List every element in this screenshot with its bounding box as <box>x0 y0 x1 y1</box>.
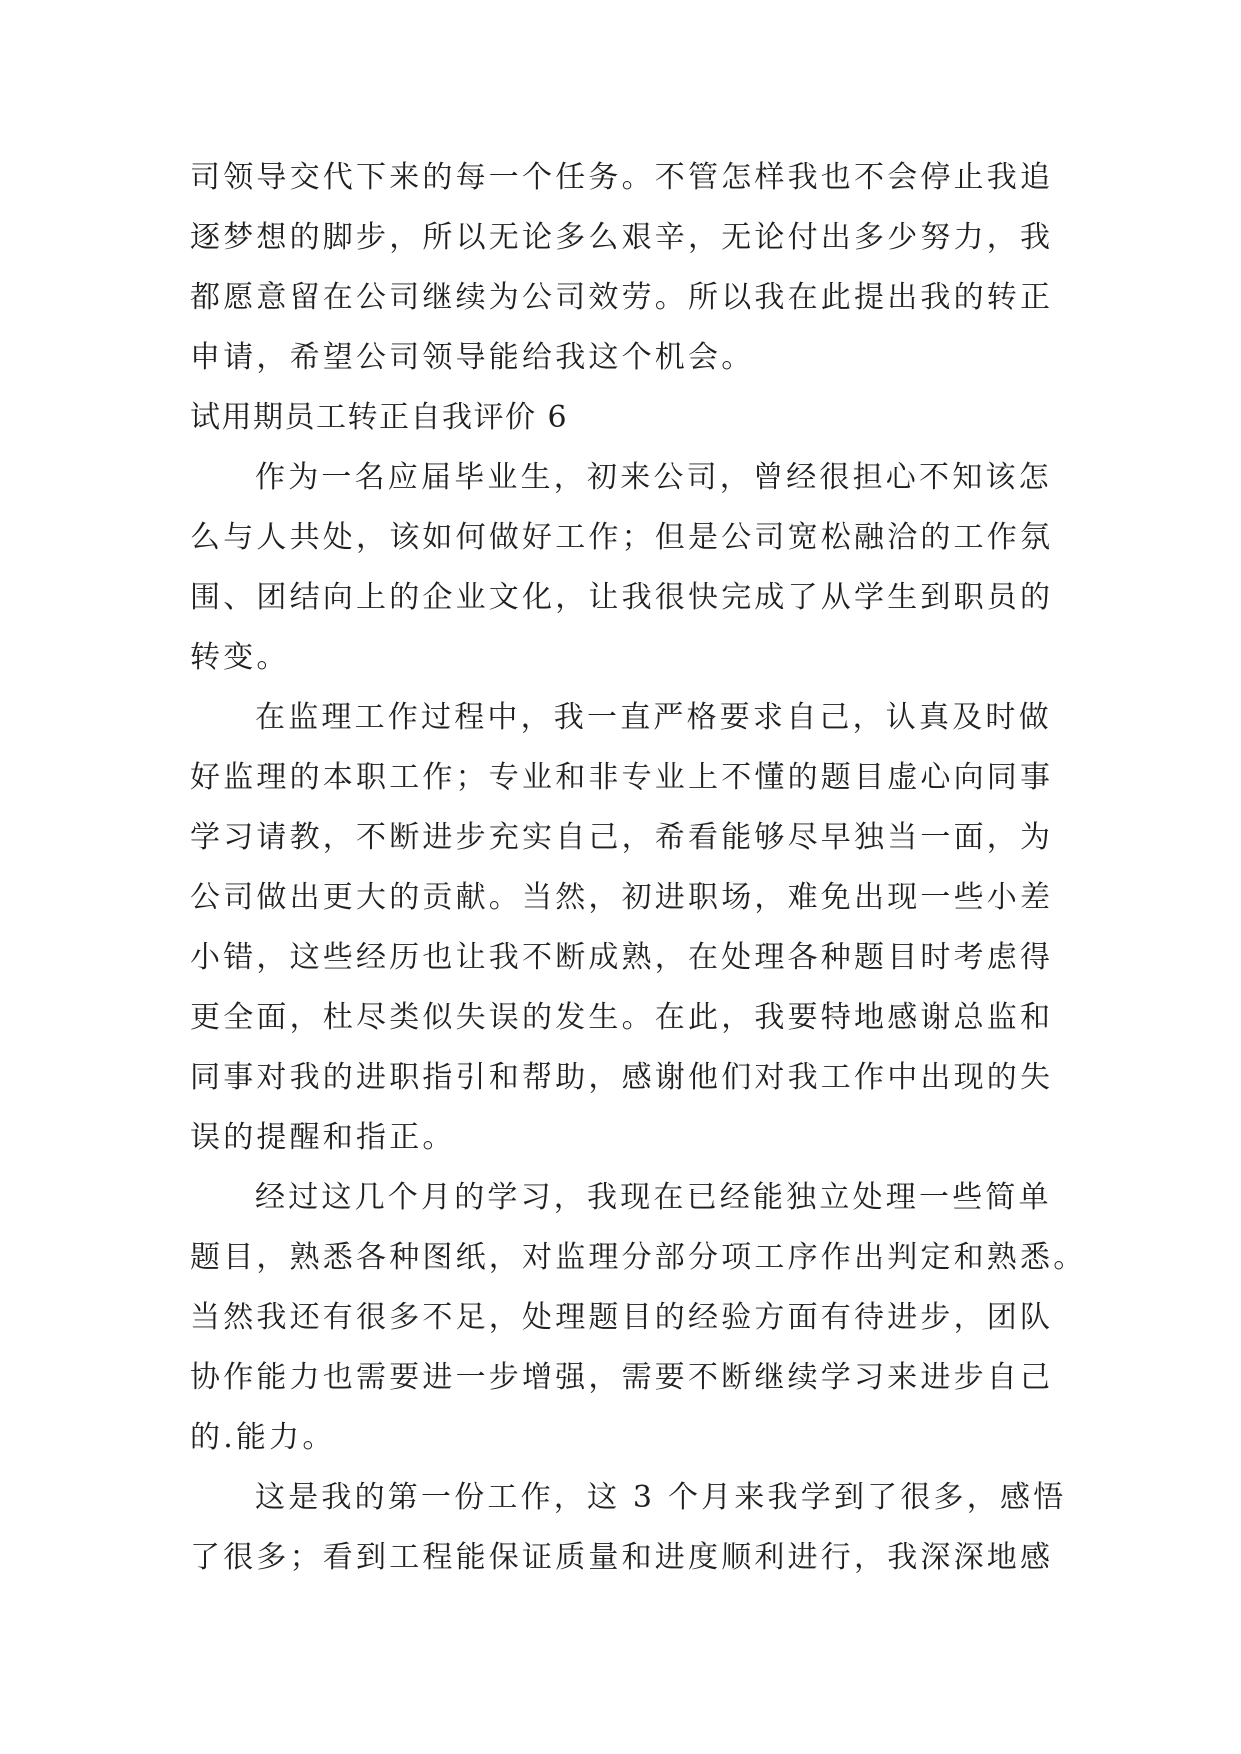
text-line: 公司做出更大的贡献。当然，初进职场，难免出现一些小差 <box>190 880 1054 915</box>
text-line: 申请，希望公司领导能给我这个机会。 <box>190 340 755 375</box>
text-line: 误的提醒和指正。 <box>190 1120 456 1155</box>
text-line: 么与人共处，该如何做好工作；但是公司宽松融洽的工作氛 <box>190 520 1054 555</box>
section-heading: 试用期员工转正自我评价 6 <box>190 400 569 435</box>
text-line: 好监理的本职工作；专业和非专业上不懂的题目虚心向同事 <box>190 760 1054 795</box>
text-line: 的.能力。 <box>190 1420 336 1455</box>
paragraph-first-line: 这是我的第一份工作，这 3 个月来我学到了很多，感悟 <box>255 1480 1067 1515</box>
text-line: 转变。 <box>190 640 290 675</box>
text-line: 学习请教，不断进步充实自己，希看能够尽早独当一面，为 <box>190 820 1054 855</box>
text-line: 逐梦想的脚步，所以无论多么艰辛，无论付出多少努力，我 <box>190 220 1054 255</box>
text-line: 小错，这些经历也让我不断成熟，在处理各种题目时考虑得 <box>190 940 1054 975</box>
document-body <box>190 148 1087 1588</box>
text-line: 围、团结向上的企业文化，让我很快完成了从学生到职员的 <box>190 580 1054 615</box>
text-line: 司领导交代下来的每一个任务。不管怎样我也不会停止我追 <box>190 160 1054 195</box>
paragraph-first-line: 在监理工作过程中，我一直严格要求自己，认真及时做 <box>255 700 1052 735</box>
paragraph-first-line: 经过这几个月的学习，我现在已经能独立处理一些简单 <box>255 1180 1052 1215</box>
text-line: 更全面，杜尽类似失误的发生。在此，我要特地感谢总监和 <box>190 1000 1054 1035</box>
text-line: 协作能力也需要进一步增强，需要不断继续学习来进步自己 <box>190 1360 1054 1395</box>
text-line: 了很多；看到工程能保证质量和进度顺利进行，我深深地感 <box>190 1540 1054 1575</box>
text-line: 都愿意留在公司继续为公司效劳。所以我在此提出我的转正 <box>190 280 1054 315</box>
text-line: 当然我还有很多不足，处理题目的经验方面有待进步，团队 <box>190 1300 1054 1335</box>
text-line: 同事对我的进职指引和帮助，感谢他们对我工作中出现的失 <box>190 1060 1054 1095</box>
paragraph-first-line: 作为一名应届毕业生，初来公司，曾经很担心不知该怎 <box>255 460 1052 495</box>
text-line: 题目，熟悉各种图纸，对监理分部分项工序作出判定和熟悉。 <box>190 1240 1087 1275</box>
